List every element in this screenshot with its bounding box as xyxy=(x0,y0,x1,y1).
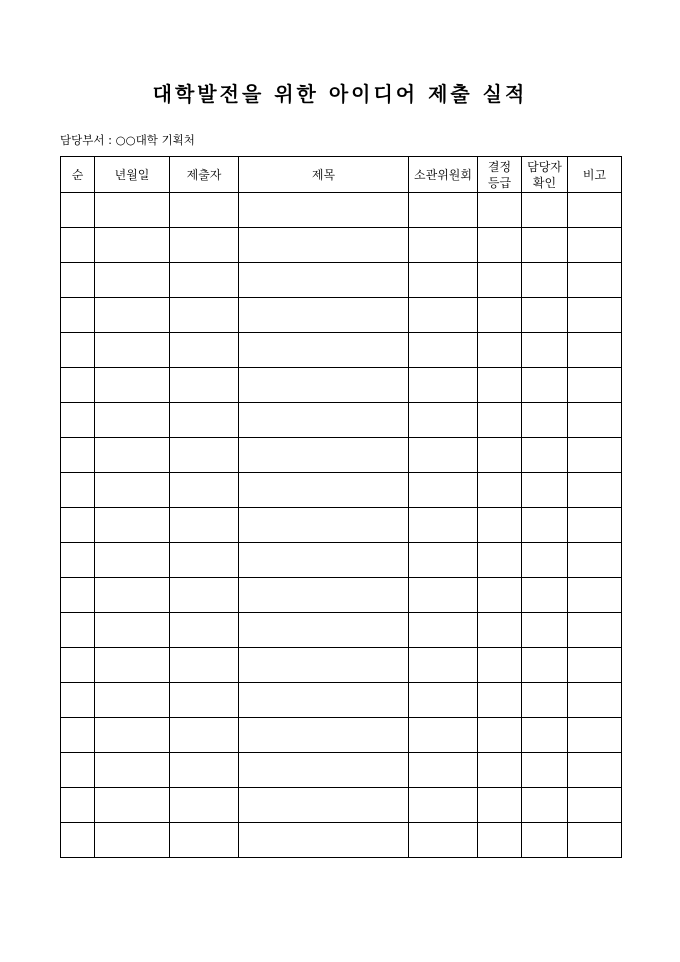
table-cell-remarks xyxy=(568,718,622,753)
table-row xyxy=(61,508,622,543)
table-cell-no xyxy=(61,508,95,543)
table-cell-date xyxy=(95,228,170,263)
table-cell-submitter xyxy=(170,368,239,403)
table-cell-remarks xyxy=(568,193,622,228)
table-cell-submitter xyxy=(170,438,239,473)
table-cell-submitter xyxy=(170,333,239,368)
table-row xyxy=(61,368,622,403)
table-cell-committee xyxy=(409,403,478,438)
table-cell-submitter xyxy=(170,683,239,718)
table-cell-submitter xyxy=(170,473,239,508)
table-cell-committee xyxy=(409,473,478,508)
table-cell-submitter xyxy=(170,508,239,543)
table-row xyxy=(61,823,622,858)
table-cell-remarks xyxy=(568,788,622,823)
table-row xyxy=(61,648,622,683)
table-cell-manager xyxy=(522,753,568,788)
table-cell-manager xyxy=(522,473,568,508)
table-cell-remarks xyxy=(568,263,622,298)
table-cell-submitter xyxy=(170,823,239,858)
table-row xyxy=(61,473,622,508)
table-cell-submitter xyxy=(170,578,239,613)
table-cell-committee xyxy=(409,683,478,718)
table-cell-committee xyxy=(409,823,478,858)
table-cell-manager xyxy=(522,823,568,858)
table-row xyxy=(61,613,622,648)
table-cell-no xyxy=(61,613,95,648)
table-cell-decision xyxy=(478,333,522,368)
table-cell-date xyxy=(95,508,170,543)
table-cell-decision xyxy=(478,473,522,508)
table-row xyxy=(61,683,622,718)
table-cell-committee xyxy=(409,193,478,228)
table-cell-subject xyxy=(239,543,409,578)
table-cell-subject xyxy=(239,473,409,508)
table-cell-decision xyxy=(478,193,522,228)
table-cell-date xyxy=(95,578,170,613)
table-cell-subject xyxy=(239,683,409,718)
table-cell-manager xyxy=(522,508,568,543)
table-cell-date xyxy=(95,438,170,473)
table-cell-no xyxy=(61,298,95,333)
table-cell-date xyxy=(95,263,170,298)
table-cell-subject xyxy=(239,823,409,858)
table-body xyxy=(61,193,622,858)
table-cell-decision xyxy=(478,648,522,683)
table-cell-date xyxy=(95,473,170,508)
table-cell-no xyxy=(61,333,95,368)
table-cell-remarks xyxy=(568,823,622,858)
table-cell-committee xyxy=(409,578,478,613)
table-cell-remarks xyxy=(568,543,622,578)
table-cell-remarks xyxy=(568,403,622,438)
table-row xyxy=(61,298,622,333)
table-cell-submitter xyxy=(170,648,239,683)
table-cell-remarks xyxy=(568,613,622,648)
table-cell-subject xyxy=(239,403,409,438)
table-cell-no xyxy=(61,823,95,858)
table-cell-no xyxy=(61,718,95,753)
table-cell-subject xyxy=(239,788,409,823)
table-cell-remarks xyxy=(568,508,622,543)
table-cell-submitter xyxy=(170,263,239,298)
table-cell-no xyxy=(61,193,95,228)
table-cell-subject xyxy=(239,368,409,403)
table-cell-date xyxy=(95,193,170,228)
table-cell-date xyxy=(95,648,170,683)
table-cell-manager xyxy=(522,193,568,228)
table-cell-committee xyxy=(409,718,478,753)
table-cell-date xyxy=(95,718,170,753)
table-cell-subject xyxy=(239,578,409,613)
table-cell-submitter xyxy=(170,718,239,753)
header-date: 년월일 xyxy=(95,157,170,193)
table-cell-remarks xyxy=(568,438,622,473)
table-cell-date xyxy=(95,753,170,788)
department-label: 담당부서 : ○○대학 기획처 xyxy=(60,133,195,147)
table-cell-decision xyxy=(478,718,522,753)
table-cell-committee xyxy=(409,368,478,403)
table-cell-submitter xyxy=(170,753,239,788)
table-cell-remarks xyxy=(568,648,622,683)
table-cell-subject xyxy=(239,333,409,368)
header-subject: 제목 xyxy=(239,157,409,193)
table-cell-date xyxy=(95,333,170,368)
table-cell-date xyxy=(95,368,170,403)
table-cell-manager xyxy=(522,228,568,263)
table-cell-decision xyxy=(478,543,522,578)
table-cell-decision xyxy=(478,613,522,648)
table-cell-remarks xyxy=(568,473,622,508)
table-cell-remarks xyxy=(568,368,622,403)
table-row xyxy=(61,193,622,228)
table-cell-date xyxy=(95,788,170,823)
table-cell-submitter xyxy=(170,543,239,578)
header-manager-confirm: 담당자 확인 xyxy=(522,157,568,193)
table-cell-no xyxy=(61,683,95,718)
header-submitter: 제출자 xyxy=(170,157,239,193)
table-cell-decision xyxy=(478,508,522,543)
table-row xyxy=(61,578,622,613)
table-cell-date xyxy=(95,403,170,438)
table-cell-manager xyxy=(522,648,568,683)
table-cell-manager xyxy=(522,718,568,753)
table-cell-committee xyxy=(409,298,478,333)
table-cell-subject xyxy=(239,753,409,788)
table-cell-submitter xyxy=(170,403,239,438)
table-cell-manager xyxy=(522,438,568,473)
table-cell-committee xyxy=(409,753,478,788)
table-cell-committee xyxy=(409,263,478,298)
table-row xyxy=(61,718,622,753)
table-cell-date xyxy=(95,823,170,858)
table-cell-decision xyxy=(478,578,522,613)
table-cell-date xyxy=(95,298,170,333)
table-cell-manager xyxy=(522,333,568,368)
table-cell-no xyxy=(61,403,95,438)
table-cell-no xyxy=(61,753,95,788)
table-cell-no xyxy=(61,263,95,298)
table-cell-committee xyxy=(409,333,478,368)
table-cell-decision xyxy=(478,683,522,718)
table-cell-date xyxy=(95,543,170,578)
table-cell-subject xyxy=(239,648,409,683)
table-cell-remarks xyxy=(568,228,622,263)
table-cell-subject xyxy=(239,508,409,543)
table-row xyxy=(61,438,622,473)
table-cell-manager xyxy=(522,543,568,578)
table-cell-committee xyxy=(409,613,478,648)
table-cell-committee xyxy=(409,438,478,473)
table-cell-subject xyxy=(239,263,409,298)
table-cell-subject xyxy=(239,438,409,473)
table-cell-remarks xyxy=(568,578,622,613)
header-committee: 소관위원회 xyxy=(409,157,478,193)
table-cell-committee xyxy=(409,788,478,823)
table-cell-date xyxy=(95,613,170,648)
table-cell-subject xyxy=(239,613,409,648)
table-cell-manager xyxy=(522,683,568,718)
table-cell-manager xyxy=(522,368,568,403)
table-cell-no xyxy=(61,648,95,683)
header-decision-grade: 결정 등급 xyxy=(478,157,522,193)
table-cell-committee xyxy=(409,543,478,578)
table-cell-manager xyxy=(522,403,568,438)
table-cell-decision xyxy=(478,403,522,438)
table-cell-no xyxy=(61,228,95,263)
table-row xyxy=(61,403,622,438)
table-row xyxy=(61,333,622,368)
table-cell-submitter xyxy=(170,613,239,648)
table-cell-decision xyxy=(478,368,522,403)
table-cell-decision xyxy=(478,263,522,298)
table-cell-no xyxy=(61,368,95,403)
table-row xyxy=(61,263,622,298)
table-cell-submitter xyxy=(170,298,239,333)
table-cell-subject xyxy=(239,718,409,753)
table-row xyxy=(61,753,622,788)
table-cell-committee xyxy=(409,648,478,683)
table-header-row xyxy=(61,157,622,193)
table-cell-no xyxy=(61,578,95,613)
table-cell-date xyxy=(95,683,170,718)
table-cell-no xyxy=(61,473,95,508)
table-cell-subject xyxy=(239,298,409,333)
table-cell-no xyxy=(61,438,95,473)
table-cell-remarks xyxy=(568,683,622,718)
table-cell-subject xyxy=(239,228,409,263)
table-cell-no xyxy=(61,543,95,578)
table-cell-remarks xyxy=(568,333,622,368)
table-cell-committee xyxy=(409,228,478,263)
submission-table xyxy=(60,156,622,858)
header-remarks: 비고 xyxy=(568,157,622,193)
table-cell-no xyxy=(61,788,95,823)
table-cell-committee xyxy=(409,508,478,543)
table-cell-submitter xyxy=(170,228,239,263)
table-cell-decision xyxy=(478,788,522,823)
table-cell-manager xyxy=(522,298,568,333)
table-cell-manager xyxy=(522,613,568,648)
table-cell-submitter xyxy=(170,193,239,228)
table-cell-remarks xyxy=(568,753,622,788)
table-row xyxy=(61,228,622,263)
page-title: 대학발전을 위한 아이디어 제출 실적 xyxy=(152,82,528,106)
table-cell-decision xyxy=(478,753,522,788)
table-cell-manager xyxy=(522,578,568,613)
table-cell-decision xyxy=(478,823,522,858)
table-cell-manager xyxy=(522,788,568,823)
table-cell-subject xyxy=(239,193,409,228)
table-cell-decision xyxy=(478,438,522,473)
header-no: 순 xyxy=(61,157,95,193)
table-row xyxy=(61,788,622,823)
table-cell-decision xyxy=(478,228,522,263)
table-cell-manager xyxy=(522,263,568,298)
table-cell-submitter xyxy=(170,788,239,823)
table-cell-decision xyxy=(478,298,522,333)
table-row xyxy=(61,543,622,578)
table-cell-remarks xyxy=(568,298,622,333)
